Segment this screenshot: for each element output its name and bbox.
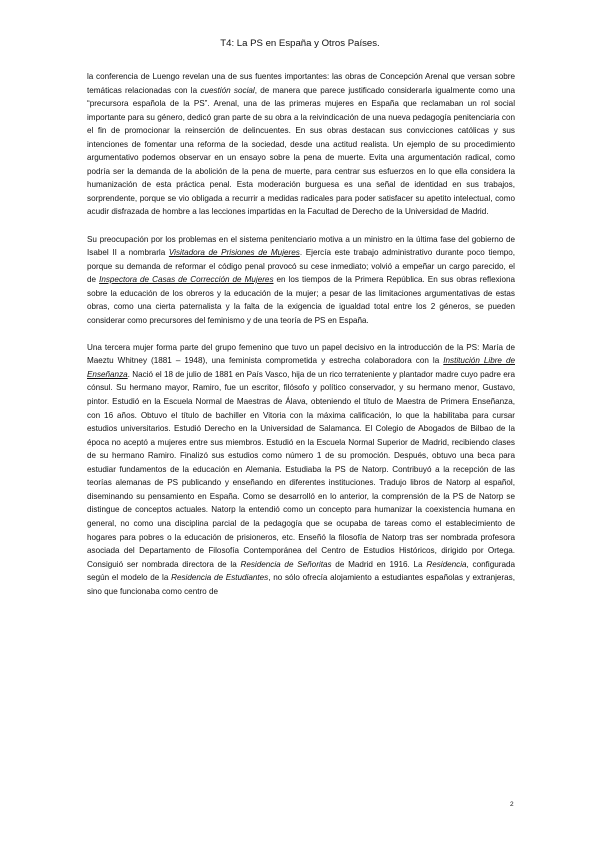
- emphasized-text: Residencia: [426, 559, 467, 569]
- paragraph-text: de Madrid en 1916. La: [331, 559, 427, 569]
- paragraph-text: . Nació el 18 de julio de 1881 en País Vasco, hija de un rico terrateniente y plantador madre cuyo padre era cónsul. Su hermano mayor, Ramiro, fue un escritor, filósofo y político conservador, y su hermano menor, Gustavo, pintor. Estudió en la Escuela Normal de Maestras de Álava, obteniendo el título de Maestra de Primera Enseñanza, con 16 años. Obtuvo el título de bachiller en Vitoria con la máxima calificación, lo que la habilitaba para cursar estudios universitarios. Estudió Derecho en la Universidad de Salamanca. El Colegio de Abogados de Bilbao de la época no aceptó a mujeres entre sus miembros. Estudió en la Escuela Normal Superior de Madrid, recibiendo clases de su hermano Ramiro. Finalizó sus estudios como número 1 de su promoción. Después, obtuvo una beca para estudiar fundamentos de la educación en Alemania. Estudiaba la PS de Natorp. Contribuyó a la recepción de las teorías alemanas de PS publicando y enseñando en diferentes instituciones. Tradujo libros de Natorp al español, diseminando su pensamiento en España. Como se desarrolló en lo anterior, la comprensión de la PS de Natorp se distingue de conceptos actuales. Natorp la entendió como un concepto para humanizar la coexistencia humana en general, no como una disciplina parcial de la pedagogía que se ocupaba de tareas como el establecimiento de hogares para pobres o la educación de prisioneros, etc. Enseñó la filosofía de Natorp tras ser nombrada profesora asociada del Departamento de Filosofía Contemporánea del Centro de Estudios Históricos, dirigido por Ortega. Consiguió ser nombrada directora de la: [87, 369, 515, 569]
- document-body: [87, 70, 515, 612]
- paragraph-text: en los tiempos de la Primera República. En sus obras reflexiona sobre la educación de los obreros y la educación de la mujer; a pesar de las limitaciones argumentativas de estas obras, como una cierta paternalista y la falta de la exigencia de igualdad total entre los 2 géneros, se pueden considerar como precursores del feminismo y de una teoría de PS en España.: [87, 275, 516, 325]
- emphasized-text: Inspectora de Casas de Corrección de Mujeres: [99, 275, 274, 285]
- paragraph-text: , de manera que parece justificado considerarla igualmente como una “precursora española de la PS”. Arenal, una de las primeras mujeres en España que reclamaban un rol social importante para su género, dedicó gran parte de su obra a la reivindicación de una nueva pedagogía penitenciaria con el fin de promocionar la reinserción de delincuentes. En sus obras destacan sus convicciones católicas y sus intenciones de fomentar una reforma de la sociedad, desde una actitud realista. Un ejemplo de su procedimiento argumentativo podemos observar en un ensayo sobre la pena de muerte. Evita una argumentación radical, como podría ser la demanda de la abolición de la pena de muerte, para centrar sus esfuerzos en lo que ella considera la humanización de esta práctica penal. Esta moderación burguesa es una señal de identidad en sus trabajos, sorprendente, porque se vio obligada a recurrir a medidas radicales para poder satisfacer su apetito intelectual, como acudir disfrazada de hombre a las lecciones impartidas en la Facultad de Derecho de la Universidad de Madrid.: [87, 85, 516, 217]
- paragraph-text: , configurada según el modelo de la: [87, 559, 515, 583]
- paragraph: [87, 341, 515, 598]
- page-title: T4: La PS en España y Otros Países.: [220, 38, 380, 49]
- emphasized-text: Residencia de Estudiantes: [171, 573, 269, 583]
- paragraph-text: Su preocupación por los problemas en el sistema penitenciario motiva a un ministro en la última fase del gobierno de Isabel II a nombrarla: [87, 234, 515, 258]
- page-number: 2: [510, 801, 514, 808]
- paragraph-text: la conferencia de Luengo revelan una de sus fuentes importantes: las obras de Concepción Arenal que versan sobre temáticas relacionadas con la: [87, 72, 515, 95]
- paragraph: [87, 233, 515, 328]
- paragraph: [87, 70, 515, 219]
- paragraph-text: . Ejercía este trabajo administrativo durante poco tiempo, porque su demanda de reformar el código penal provocó su cese inmediato; volvió a empeñar un cargo parecido, el de: [87, 248, 516, 285]
- emphasized-text: Institución Libre de Enseñanza: [87, 356, 515, 379]
- emphasized-text: Residencia de Señoritas: [240, 559, 332, 569]
- emphasized-text: cuestión social: [200, 85, 255, 95]
- paragraph-text: Una tercera mujer forma parte del grupo femenino que tuvo un papel decisivo en la introducción de la PS: María de Maeztu Whitney (1881 – 1948), una feminista comprometida y estrecha colaboradora con la: [87, 342, 515, 366]
- paragraph-text: , no sólo ofrecía alojamiento a estudiantes españolas y extranjeras, sino que funcionaba como centro de: [87, 573, 515, 596]
- emphasized-text: Visitadora de Prisiones de Mujeres: [168, 248, 300, 258]
